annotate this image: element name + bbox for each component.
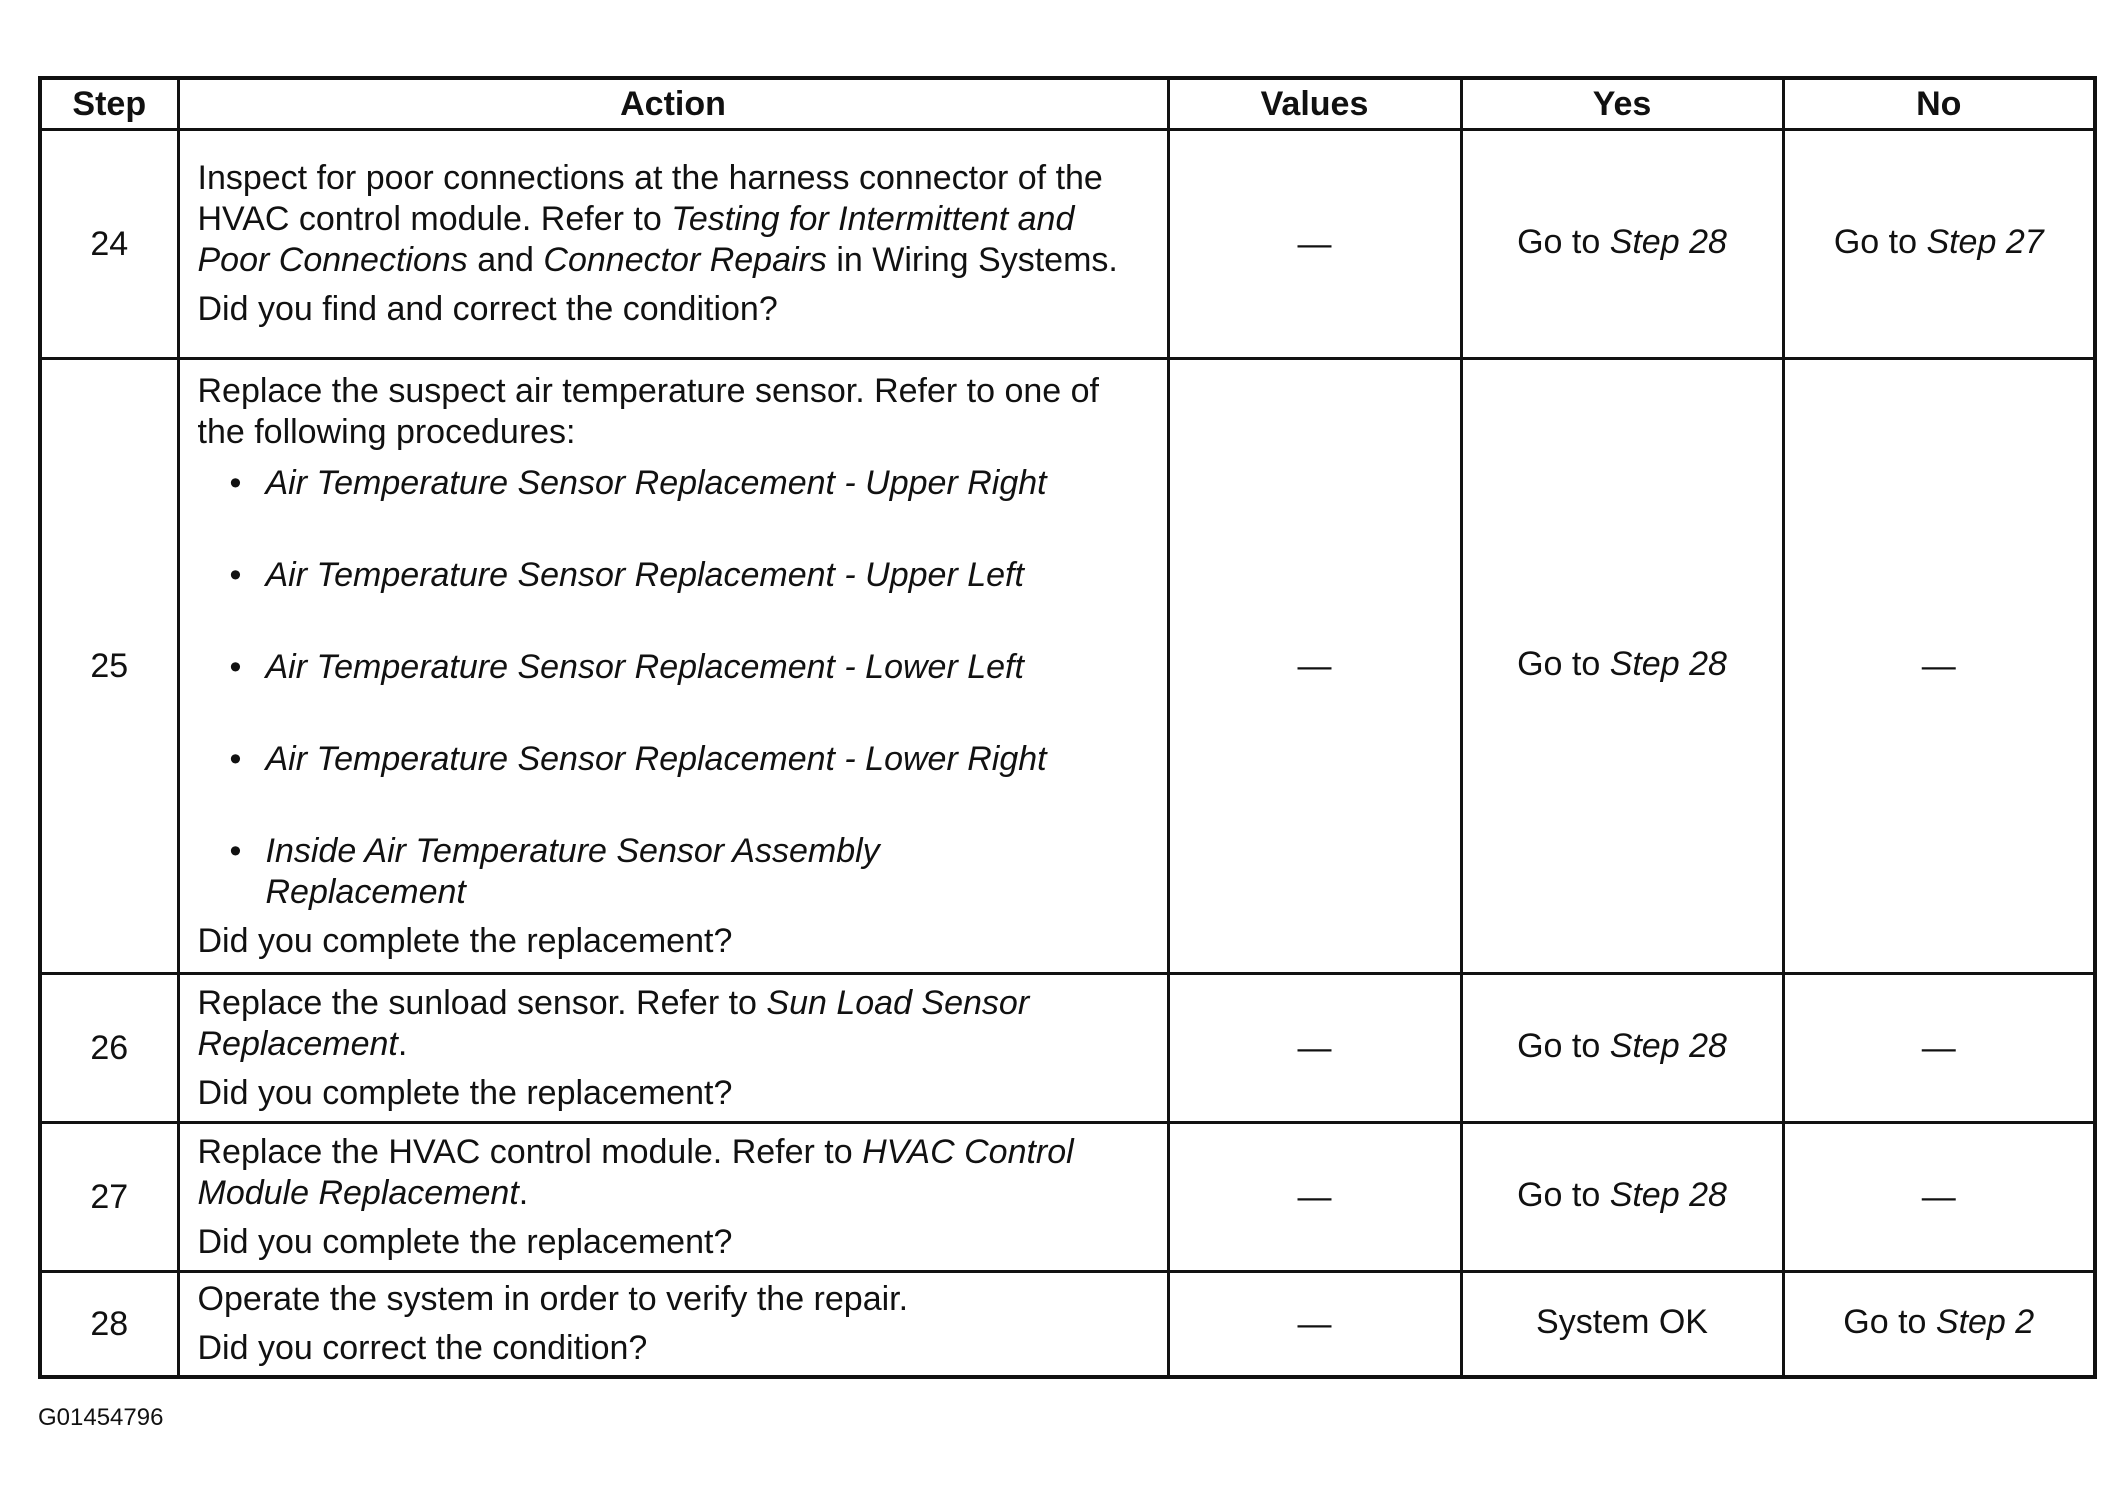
header-no: No	[1783, 78, 2095, 130]
no-cell	[1783, 359, 2095, 974]
action-question: Did you complete the replacement?	[197, 921, 733, 960]
no-cell	[1783, 1123, 2095, 1272]
header-step: Step	[40, 78, 178, 130]
empty-value-dash: —	[1921, 647, 1956, 685]
header-yes: Yes	[1461, 78, 1783, 130]
yes-cell[interactable]: Go to Step 28	[1461, 359, 1783, 974]
values-cell	[1168, 1123, 1461, 1272]
empty-value-dash: —	[1921, 1029, 1956, 1067]
yes-cell[interactable]: Go to Step 28	[1461, 1123, 1783, 1272]
values-cell	[1168, 130, 1461, 359]
table-row-step-26	[40, 974, 2095, 1123]
empty-value-dash: —	[1921, 1178, 1956, 1216]
yes-cell[interactable]: Go to Step 28	[1461, 130, 1783, 359]
step-number: 24	[40, 130, 178, 359]
empty-value-dash: —	[1297, 1177, 1332, 1216]
figure-id: G01454796	[38, 1404, 164, 1431]
values-cell	[1168, 359, 1461, 974]
diagnostic-table	[38, 76, 2097, 1379]
no-cell	[1783, 974, 2095, 1123]
action-cell	[178, 974, 1168, 1123]
step-number: 26	[40, 974, 178, 1123]
yes-cell: System OK	[1461, 1272, 1783, 1378]
header-action: Action	[178, 78, 1168, 130]
table-header-row	[40, 78, 2095, 130]
empty-value-dash: —	[1297, 224, 1332, 263]
table-row-step-27	[40, 1123, 2095, 1272]
step-link[interactable]: Step 28	[1609, 1176, 1727, 1214]
action-cell	[178, 1123, 1168, 1272]
action-cell	[178, 1272, 1168, 1378]
step-number: 27	[40, 1123, 178, 1272]
values-cell	[1168, 1272, 1461, 1378]
empty-value-dash: —	[1297, 646, 1332, 685]
table-row-step-24	[40, 130, 2095, 359]
procedure-list-item[interactable]: • Inside Air Temperature Sensor Assembly Replacement	[230, 831, 1153, 913]
action-question: Did you complete the replacement?	[197, 1222, 733, 1261]
step-link[interactable]: Step 28	[1609, 1027, 1727, 1065]
step-number: 25	[40, 359, 178, 974]
action-text: Inspect for poor connections at the harness connector of the HVAC control module. Refer to Testing for Intermittent and Poor Connections and Connector Repairs in Wiring Systems.	[197, 159, 1118, 279]
diagnostic-page	[38, 76, 2093, 1379]
empty-value-dash: —	[1297, 1028, 1332, 1067]
procedure-list-item[interactable]: • Air Temperature Sensor Replacement - Lower Left	[230, 647, 1153, 688]
action-question: Did you find and correct the condition?	[197, 290, 778, 328]
procedure-reference: Testing for Intermittent and Poor Connections	[197, 200, 1075, 279]
values-cell	[1168, 974, 1461, 1123]
step-link[interactable]: Step 28	[1609, 223, 1727, 261]
yes-cell[interactable]: Go to Step 28	[1461, 974, 1783, 1123]
no-cell[interactable]: Go to Step 27	[1783, 130, 2095, 359]
procedure-list-item[interactable]: • Air Temperature Sensor Replacement - Upper Left	[230, 555, 1153, 596]
step-link[interactable]: Step 28	[1609, 645, 1727, 683]
action-question: Did you correct the condition?	[197, 1329, 648, 1367]
table-row-step-28	[40, 1272, 2095, 1378]
procedure-reference: Sun Load Sensor Replacement	[197, 983, 1030, 1063]
step-link[interactable]: Step 27	[1926, 223, 2044, 261]
table-row-step-25	[40, 359, 2095, 974]
action-text: Replace the sunload sensor. Refer to Sun Load Sensor Replacement.	[197, 983, 1030, 1063]
procedure-list-item[interactable]: • Air Temperature Sensor Replacement - Lower Right	[230, 739, 1153, 780]
procedure-reference: Connector Repairs	[543, 241, 827, 279]
action-text: Replace the HVAC control module. Refer to HVAC Control Module Replacement.	[197, 1132, 1074, 1212]
step-link[interactable]: Step 2	[1935, 1303, 2035, 1341]
header-values: Values	[1168, 78, 1461, 130]
procedure-list-item[interactable]: • Air Temperature Sensor Replacement - Upper Right	[230, 463, 1153, 504]
action-text: Replace the suspect air temperature sensor. Refer to one of the following procedures:	[197, 371, 1099, 451]
procedure-reference: HVAC Control Module Replacement	[197, 1132, 1074, 1212]
action-text: Operate the system in order to verify the repair.	[197, 1280, 909, 1318]
action-cell	[178, 130, 1168, 359]
action-cell	[178, 359, 1168, 974]
step-number: 28	[40, 1272, 178, 1378]
empty-value-dash: —	[1297, 1304, 1332, 1343]
no-cell[interactable]: Go to Step 2	[1783, 1272, 2095, 1378]
procedure-list	[198, 463, 1153, 913]
action-question: Did you complete the replacement?	[197, 1073, 733, 1112]
